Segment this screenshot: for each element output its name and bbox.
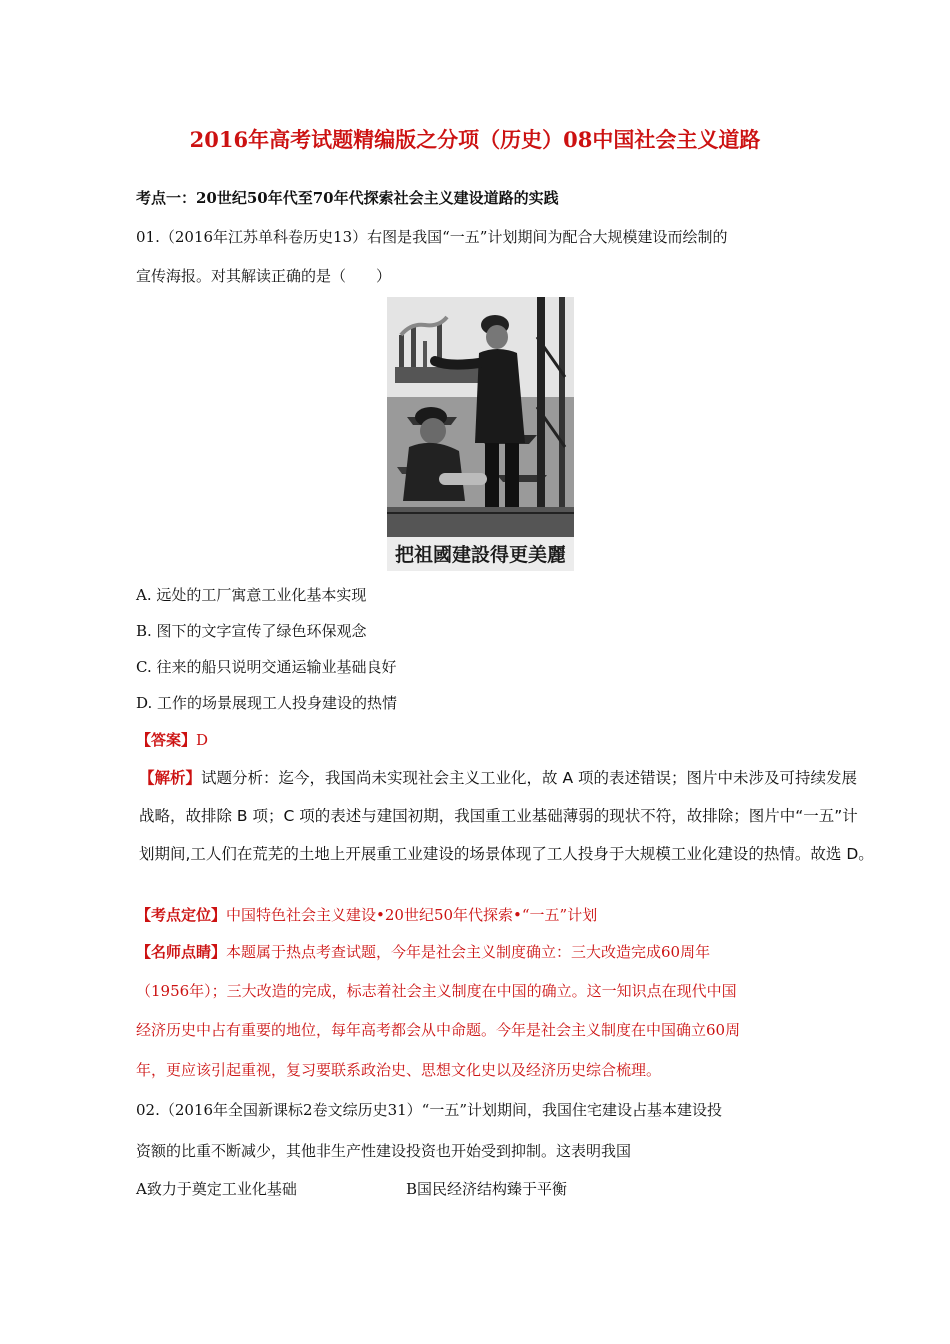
q2-option-b: B国民经济结构臻于平衡	[406, 1180, 568, 1198]
q1-option-d: D. 工作的场景展现工人投身建设的热情	[136, 694, 398, 712]
answer-value: D	[196, 731, 209, 749]
page-title: 2016年高考试题精编版之分项（历史）08中国社会主义道路	[189, 127, 761, 152]
q1-analysis-line3: 划期间,工人们在荒芜的土地上开展重工业建设的场景体现了工人投身于大规模工业化建设的热情。故选 D。	[139, 845, 874, 863]
answer-tag: 【答案】	[136, 731, 197, 749]
analysis-text-1: 试题分析：迄今，我国尚未实现社会主义工业化，故 A 项的表述错误；图片中未涉及可持续发展	[201, 769, 857, 787]
q1-mingshi-line4: 年，更应该引起重视，复习要联系政治史、思想文化史以及经济历史综合梳理。	[136, 1061, 662, 1079]
q1-mingshi-line3: 经济历史中占有重要的地位，每年高考都会从中命题。今年是社会主义制度在中国确立60周	[136, 1021, 741, 1039]
q2-option-a: A致力于奠定工业化基础	[136, 1180, 297, 1198]
poster-caption: 把祖國建設得更美麗	[394, 544, 567, 566]
analysis-tag: 【解析】	[139, 769, 202, 787]
kaodian-text: 中国特色社会主义建设•20世纪50年代探索•“一五”计划	[226, 906, 598, 924]
q1-option-a: A. 远处的工厂寓意工业化基本实现	[136, 586, 367, 604]
q1-option-c: C. 往来的船只说明交通运输业基础良好	[136, 658, 397, 676]
q1-analysis-line1	[139, 766, 857, 788]
q1-option-b: B. 图下的文字宣传了绿色环保观念	[136, 622, 367, 640]
mingshi-tag: 【名师点睛】	[136, 943, 227, 961]
q1-kaodian	[136, 904, 597, 925]
q2-stem-line1: 02.（2016年全国新课标2卷文综历史31）“一五”计划期间，我国住宅建设占基本建设投	[136, 1101, 722, 1119]
q1-mingshi-line1	[136, 941, 710, 962]
q1-analysis-line2: 战略，故排除 B 项；C 项的表述与建国初期，我国重工业基础薄弱的现状不符，故排除；图片中“一五”计	[139, 807, 858, 825]
q2-stem-line2: 资额的比重不断减少，其他非生产性建设投资也开始受到抑制。这表明我国	[136, 1142, 632, 1160]
q1-stem-line1: 01.（2016年江苏单科卷历史13）右图是我国“一五”计划期间为配合大规模建设而绘制的	[136, 228, 728, 246]
kaodian-tag: 【考点定位】	[136, 906, 227, 924]
q1-mingshi-line2: （1956年）；三大改造的完成，标志着社会主义制度在中国的确立。这一知识点在现代中国	[136, 982, 737, 1000]
q1-answer	[136, 729, 208, 750]
section-heading: 考点一：20世纪50年代至70年代探索社会主义建设道路的实践	[136, 189, 559, 207]
q1-stem-line2: 宣传海报。对其解读正确的是（ ）	[136, 267, 392, 285]
mingshi-text-1: 本题属于热点考查试题，今年是社会主义制度确立：三大改造完成60周年	[226, 943, 711, 961]
propaganda-poster-image	[387, 297, 574, 571]
